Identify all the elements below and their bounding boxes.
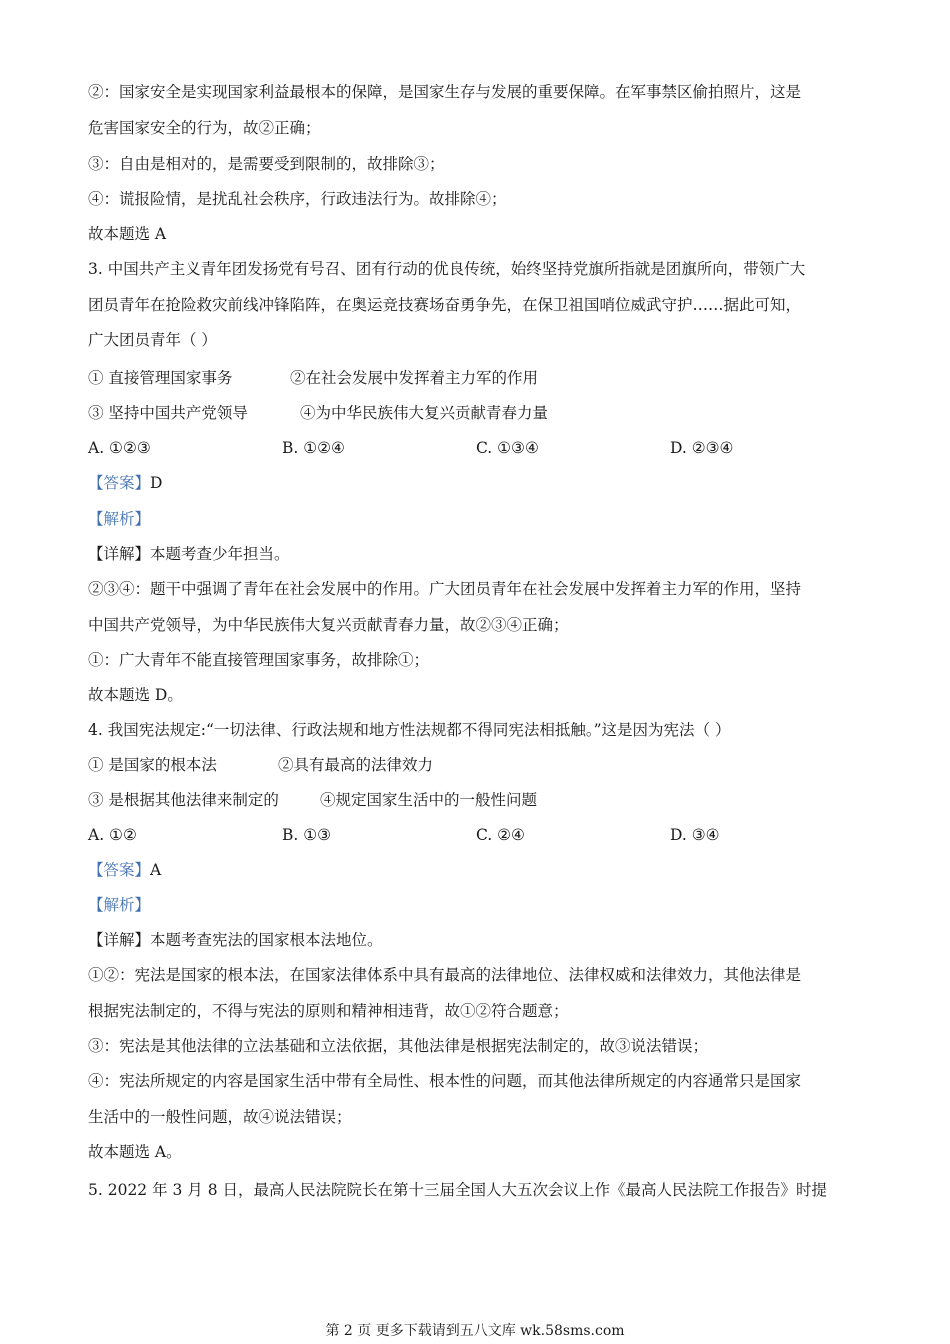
text-line: ②：国家安全是实现国家利益最根本的保障，是国家生存与发展的重要保障。在军事禁区偷拍照片，这是: [88, 83, 802, 101]
answer-line: [88, 860, 161, 880]
statement-item: ① 直接管理国家事务: [88, 369, 233, 387]
analysis-label: 【解析】: [88, 510, 151, 528]
choice-a: A. ①②③: [88, 439, 151, 457]
text-line: 根据宪法制定的，不得与宪法的原则和精神相违背，故①②符合题意；: [88, 1002, 569, 1020]
text-line: ③：自由是相对的，是需要受到限制的，故排除③；: [88, 155, 445, 173]
choice-b: B. ①③: [282, 826, 332, 844]
statement-item: ③ 坚持中国共产党领导: [88, 404, 248, 422]
text-line: 危害国家安全的行为，故②正确；: [88, 119, 321, 137]
choice-a: A. ①②: [88, 826, 137, 844]
statement-item: ④为中华民族伟大复兴贡献青春力量: [300, 404, 549, 422]
text-line: ③：宪法是其他法律的立法基础和立法依据，其他法律是根据宪法制定的，故③说法错误；: [88, 1037, 709, 1055]
question-3-stem: 3. 中国共产主义青年团发扬党有号召、团有行动的优良传统，始终坚持党旗所指就是团旗所向，带领广大: [88, 260, 806, 278]
statement-item: ① 是国家的根本法: [88, 756, 217, 774]
analysis-label: 【解析】: [88, 896, 151, 914]
text-line: 中国共产党领导，为中华民族伟大复兴贡献青春力量，故②③④正确；: [88, 616, 569, 634]
statement-item: ④规定国家生活中的一般性问题: [320, 791, 538, 809]
answer-line: [88, 473, 162, 493]
question-3-stem: 团员青年在抢险救灾前线冲锋陷阵，在奥运竞技赛场奋勇争先，在保卫祖国哨位威武守护……据此可知，: [88, 296, 802, 314]
page-footer: 第 2 页 更多下载请到五八文库 wk.58sms.com: [325, 1323, 625, 1339]
text-line: 故本题选 D。: [88, 686, 183, 704]
answer-label: 【答案】: [88, 861, 151, 879]
statement-item: ②具有最高的法律效力: [278, 756, 434, 774]
text-line: ①②：宪法是国家的根本法，在国家法律体系中具有最高的法律地位、法律权威和法律效力，其他法律是: [88, 966, 802, 984]
choice-c: C. ②④: [476, 826, 525, 844]
choice-c: C. ①③④: [476, 439, 539, 457]
text-line: ④：谎报险情，是扰乱社会秩序，行政违法行为。故排除④；: [88, 190, 507, 208]
statement-item: ③ 是根据其他法律来制定的: [88, 791, 279, 809]
text-line: ②③④：题干中强调了青年在社会发展中的作用。广大团员青年在社会发展中发挥着主力军的作用，坚持: [88, 580, 802, 598]
question-3-stem: 广大团员青年（ ）: [88, 331, 217, 349]
answer-value: D: [150, 474, 163, 492]
text-line: ④：宪法所规定的内容是国家生活中带有全局性、根本性的问题，而其他法律所规定的内容通常只是国家: [88, 1072, 802, 1090]
detail-line: 【详解】本题考查少年担当。: [88, 545, 290, 563]
text-line: ①：广大青年不能直接管理国家事务，故排除①；: [88, 651, 430, 669]
choice-b: B. ①②④: [282, 439, 345, 457]
choice-d: D. ③④: [670, 826, 720, 844]
question-4-stem: 4. 我国宪法规定:“一切法律、行政法规和地方性法规都不得同宪法相抵触。”这是因为宪法（ ）: [88, 721, 731, 739]
choice-d: D. ②③④: [670, 439, 734, 457]
answer-value: A: [150, 861, 162, 879]
answer-label: 【答案】: [88, 474, 151, 492]
text-line: 生活中的一般性问题，故④说法错误；: [88, 1108, 352, 1126]
detail-line: 【详解】本题考查宪法的国家根本法地位。: [88, 931, 383, 949]
text-line: 故本题选 A。: [88, 1143, 182, 1161]
statement-item: ②在社会发展中发挥着主力军的作用: [290, 369, 539, 387]
question-5-stem: 5. 2022 年 3 月 8 日，最高人民法院院长在第十三届全国人大五次会议上作《最高人民法院工作报告》时提: [88, 1181, 828, 1199]
text-line: 故本题选 A: [88, 225, 167, 243]
